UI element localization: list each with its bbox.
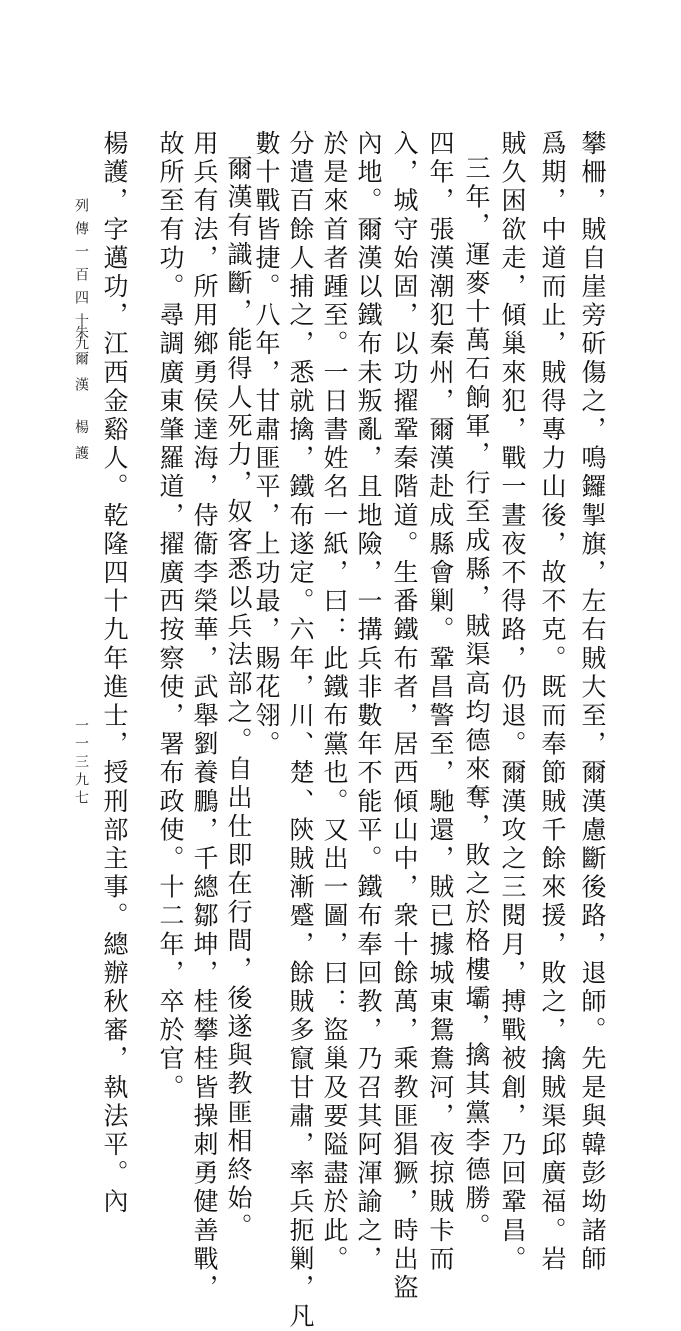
chapter-header: 列傳一百四十九 bbox=[73, 198, 89, 359]
page-number: 一一三九七 bbox=[73, 718, 89, 808]
text-column-5: 四年，張漢潮犯秦州，爾漢赴成縣會剿。鞏昌警至，馳還，賊已據城東鴛鴦河，夜掠賊卡而 bbox=[426, 130, 455, 1274]
text-column-9: 分遣百餘人捕之，悉就擒，鐵布遂定。六年，川、楚、陝賊漸蹙，餘賊多竄甘肅，率兵扼剿，凡 bbox=[286, 130, 315, 1331]
text-column-12: 用兵有法，所用鄉勇侯達海，侍衞李榮華，武舉劉養鵬，千總鄒坤，桂攀桂皆操刺勇健善戰， bbox=[190, 130, 219, 1303]
text-column-10: 數十戰皆捷。八年，甘肅匪平，上功最，賜花翎。 bbox=[252, 130, 281, 760]
text-column-11: 爾漢有識斷，能得人死力，奴客悉以兵法部之。自出仕即在行間，後遂與教匪相終始。 bbox=[224, 155, 253, 1242]
text-column-7: 內地。爾漢以鐵布未叛亂，且地險，一搆兵非數年不能平。鐵布奉回教，乃召其阿渾諭之， bbox=[354, 130, 383, 1274]
text-column-13: 故所至有功。尋調廣東肇羅道，擢廣西按察使，署布政使。十二年，卒於官。 bbox=[156, 130, 185, 1103]
text-column-8: 於是來首者踵至。一日書姓名一紙，曰：此鐵布黨也。又出一圖，曰：盜巢及要隘盡於此。 bbox=[320, 130, 349, 1274]
text-column-3: 賊久困欲走，傾巢來犯，戰一晝夜不得路，仍退。爾漢攻之三閱月，搏戰被創，乃回鞏昌。 bbox=[498, 130, 527, 1274]
text-column-14: 楊護，字邁功，江西金谿人。乾隆四十九年進士，授刑部主事。總辦秋審，執法平。內 bbox=[100, 130, 129, 1217]
text-column-4: 三年，運麥十萬石餉軍，行至成縣，賊渠高均德來奪，敗之於格樓壩，擒其黨李德勝。 bbox=[462, 155, 491, 1242]
text-column-6: 入，城守始固，以功擢鞏秦階道。生番鐵布者，居西傾山中，衆十餘萬，乘教匪猖獗，時出盜 bbox=[390, 130, 419, 1303]
text-column-1: 攀柵，賊自崖旁斫傷之，鳴鑼掣旗，左右賊大至，爾漢慮斷後路，退師。先是與韓彭坳諸師 bbox=[578, 130, 607, 1274]
biography-names: 朱爾漢 楊護 bbox=[73, 325, 89, 472]
text-column-2: 爲期，中道而止，賊得專力山後，故不克。既而奉節賊千餘來援，敗之，擒賊渠邱廣福。岩 bbox=[538, 130, 567, 1274]
